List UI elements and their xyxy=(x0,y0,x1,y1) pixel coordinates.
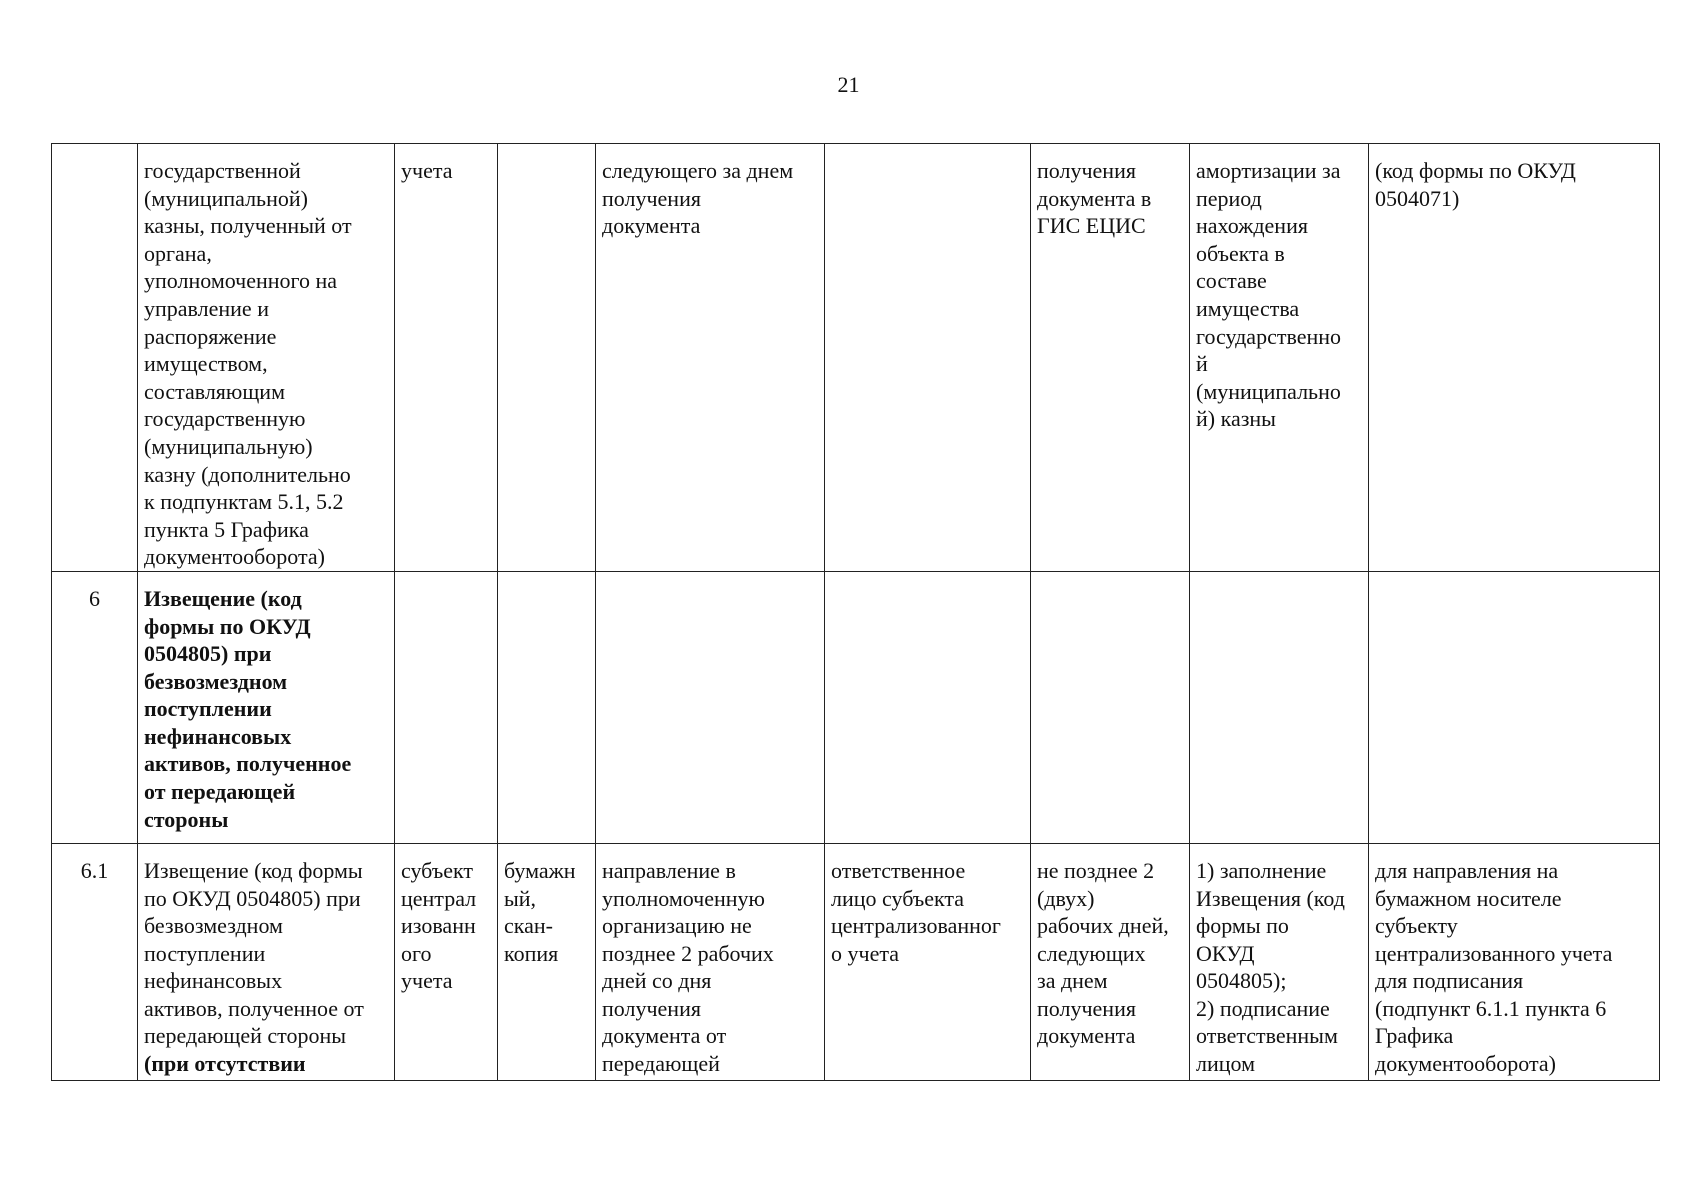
cell-participant xyxy=(395,144,498,572)
cell-line: (муниципальную) xyxy=(144,433,313,459)
cell-line: централ xyxy=(401,885,477,911)
cell-deadline xyxy=(1031,144,1190,572)
cell-format xyxy=(498,571,596,843)
cell-line: распоряжение xyxy=(144,323,277,349)
cell-line: казны, полученный от xyxy=(144,213,352,239)
cell-participant xyxy=(395,571,498,843)
cell-line: бумажном носителе xyxy=(1375,885,1562,911)
cell-line: стороны xyxy=(144,806,229,832)
cell-line: 0504805); xyxy=(1196,968,1287,994)
cell-line: учета xyxy=(401,968,453,994)
cell-line: от передающей xyxy=(144,779,296,805)
cell-line: учета xyxy=(401,158,453,183)
cell-line: получения xyxy=(602,185,701,211)
cell-line: нефинансовых xyxy=(144,968,283,994)
cell-line: й xyxy=(1196,351,1208,377)
cell-line: организацию не xyxy=(602,913,752,939)
cell-line: следующего за днем xyxy=(602,158,794,183)
cell-line: за днем xyxy=(1037,968,1108,994)
table-row xyxy=(52,843,1660,1080)
cell-line: (муниципально xyxy=(1196,378,1341,404)
cell-line: ый, xyxy=(504,885,537,911)
table-row xyxy=(52,571,1660,843)
cell-line: Графика xyxy=(1375,1023,1454,1049)
cell-deadline-rule xyxy=(596,144,825,572)
cell-line: позднее 2 рабочих xyxy=(602,940,774,966)
cell-line: нахождения xyxy=(1196,213,1308,239)
cell-line: бумажн xyxy=(504,857,576,883)
cell-line: не позднее 2 xyxy=(1037,857,1155,883)
cell-document-name xyxy=(138,843,395,1080)
cell-line: безвозмездном xyxy=(144,913,283,939)
cell-line: Извещение (код xyxy=(144,585,302,611)
cell-line: активов, полученное xyxy=(144,751,352,777)
cell-line: Извещения (код xyxy=(1196,885,1345,911)
cell-line: скан- xyxy=(504,913,553,939)
cell-line: изованн xyxy=(401,913,476,939)
cell-line: ГИС ЕЦИС xyxy=(1037,213,1146,239)
cell-line: имуществом, xyxy=(144,351,268,377)
cell-deadline-rule xyxy=(596,571,825,843)
cell-line: поступлении xyxy=(144,940,266,966)
cell-line: формы по xyxy=(1196,913,1289,939)
cell-line: документа xyxy=(602,213,701,239)
cell-line: централизованног xyxy=(831,913,1001,939)
document-table xyxy=(51,143,1660,1081)
cell-line: передающей xyxy=(602,1051,720,1077)
cell-line: дней со дня xyxy=(602,968,712,994)
page-number: 21 xyxy=(837,72,860,97)
cell-line: й) казны xyxy=(1196,406,1276,432)
cell-line: государственно xyxy=(1196,323,1342,349)
cell-actions xyxy=(1190,571,1369,843)
cell-notes xyxy=(1369,571,1660,843)
cell-line: (муниципальной) xyxy=(144,185,308,211)
cell-line: 2) подписание xyxy=(1196,995,1330,1021)
table-row xyxy=(52,144,1660,572)
cell-line: ответственное xyxy=(831,857,966,883)
cell-line: лицо субъекта xyxy=(831,885,965,911)
cell-line: уполномоченного на xyxy=(144,268,338,294)
cell-deadline xyxy=(1031,843,1190,1080)
cell-line: государственной xyxy=(144,158,301,183)
cell-deadline xyxy=(1031,571,1190,843)
cell-line: о учета xyxy=(831,940,899,966)
cell-line: документооборота) xyxy=(1375,1051,1556,1077)
cell-line: документооборота) xyxy=(144,544,325,570)
cell-deadline-rule xyxy=(596,843,825,1080)
cell-line: копия xyxy=(504,940,559,966)
cell-line: период xyxy=(1196,185,1262,211)
cell-line: получения xyxy=(1037,995,1136,1021)
cell-line: направление в xyxy=(602,857,736,883)
cell-line: казну (дополнительно xyxy=(144,461,351,487)
cell-responsible-person xyxy=(825,144,1031,572)
cell-document-name xyxy=(138,144,395,572)
cell-line: субъект xyxy=(401,857,473,883)
cell-line: нефинансовых xyxy=(144,723,292,749)
cell-line: объекта в xyxy=(1196,240,1285,266)
cell-line: Извещение (код формы xyxy=(144,857,363,883)
cell-line: передающей стороны xyxy=(144,1023,347,1049)
cell-line: пункта 5 Графика xyxy=(144,516,309,542)
cell-line: для подписания xyxy=(1375,968,1524,994)
cell-line: субъекту xyxy=(1375,913,1458,939)
cell-line: уполномоченную xyxy=(602,885,765,911)
cell-line: управление и xyxy=(144,295,269,321)
cell-line: для направления на xyxy=(1375,857,1559,883)
row-number-cell: 6 xyxy=(52,571,138,843)
cell-line: по ОКУД 0504805) при xyxy=(144,885,361,911)
cell-line: получения xyxy=(1037,158,1136,183)
cell-line: составе xyxy=(1196,268,1267,294)
cell-line: амортизации за xyxy=(1196,158,1341,183)
cell-line: органа, xyxy=(144,240,212,266)
cell-format xyxy=(498,843,596,1080)
cell-line: составляющим xyxy=(144,378,285,404)
cell-line: документа в xyxy=(1037,185,1152,211)
cell-line: 1) заполнение xyxy=(1196,857,1327,883)
cell-document-name xyxy=(138,571,395,843)
cell-line: следующих xyxy=(1037,940,1146,966)
cell-responsible-person xyxy=(825,571,1031,843)
cell-line: активов, полученное от xyxy=(144,995,364,1021)
cell-line: ответственным xyxy=(1196,1023,1338,1049)
cell-format xyxy=(498,144,596,572)
cell-line: (код формы по ОКУД xyxy=(1375,158,1576,183)
cell-line: 0504805) при xyxy=(144,641,272,667)
cell-line: имущества xyxy=(1196,295,1300,321)
cell-line: 0504071) xyxy=(1375,185,1460,211)
cell-line: получения xyxy=(602,995,701,1021)
cell-line: рабочих дней, xyxy=(1037,913,1169,939)
cell-line: государственную xyxy=(144,406,306,432)
cell-notes xyxy=(1369,144,1660,572)
cell-line: (подпункт 6.1.1 пункта 6 xyxy=(1375,995,1607,1021)
cell-line: поступлении xyxy=(144,696,272,722)
row-number-cell xyxy=(52,144,138,572)
cell-actions xyxy=(1190,843,1369,1080)
cell-responsible-person xyxy=(825,843,1031,1080)
cell-line: документа от xyxy=(602,1023,727,1049)
cell-line: безвозмездном xyxy=(144,668,288,694)
cell-line: централизованного учета xyxy=(1375,940,1613,966)
cell-line: формы по ОКУД xyxy=(144,613,311,639)
cell-actions xyxy=(1190,144,1369,572)
cell-notes xyxy=(1369,843,1660,1080)
cell-line: к подпунктам 5.1, 5.2 xyxy=(144,489,344,515)
cell-participant xyxy=(395,843,498,1080)
cell-line: ого xyxy=(401,940,432,966)
cell-line: (двух) xyxy=(1037,885,1095,911)
row-number-cell: 6.1 xyxy=(52,843,138,1080)
bold-note: (при отсутствии xyxy=(144,1051,306,1077)
cell-line: ОКУД xyxy=(1196,940,1255,966)
cell-line: документа xyxy=(1037,1023,1136,1049)
cell-line: лицом xyxy=(1196,1051,1256,1077)
